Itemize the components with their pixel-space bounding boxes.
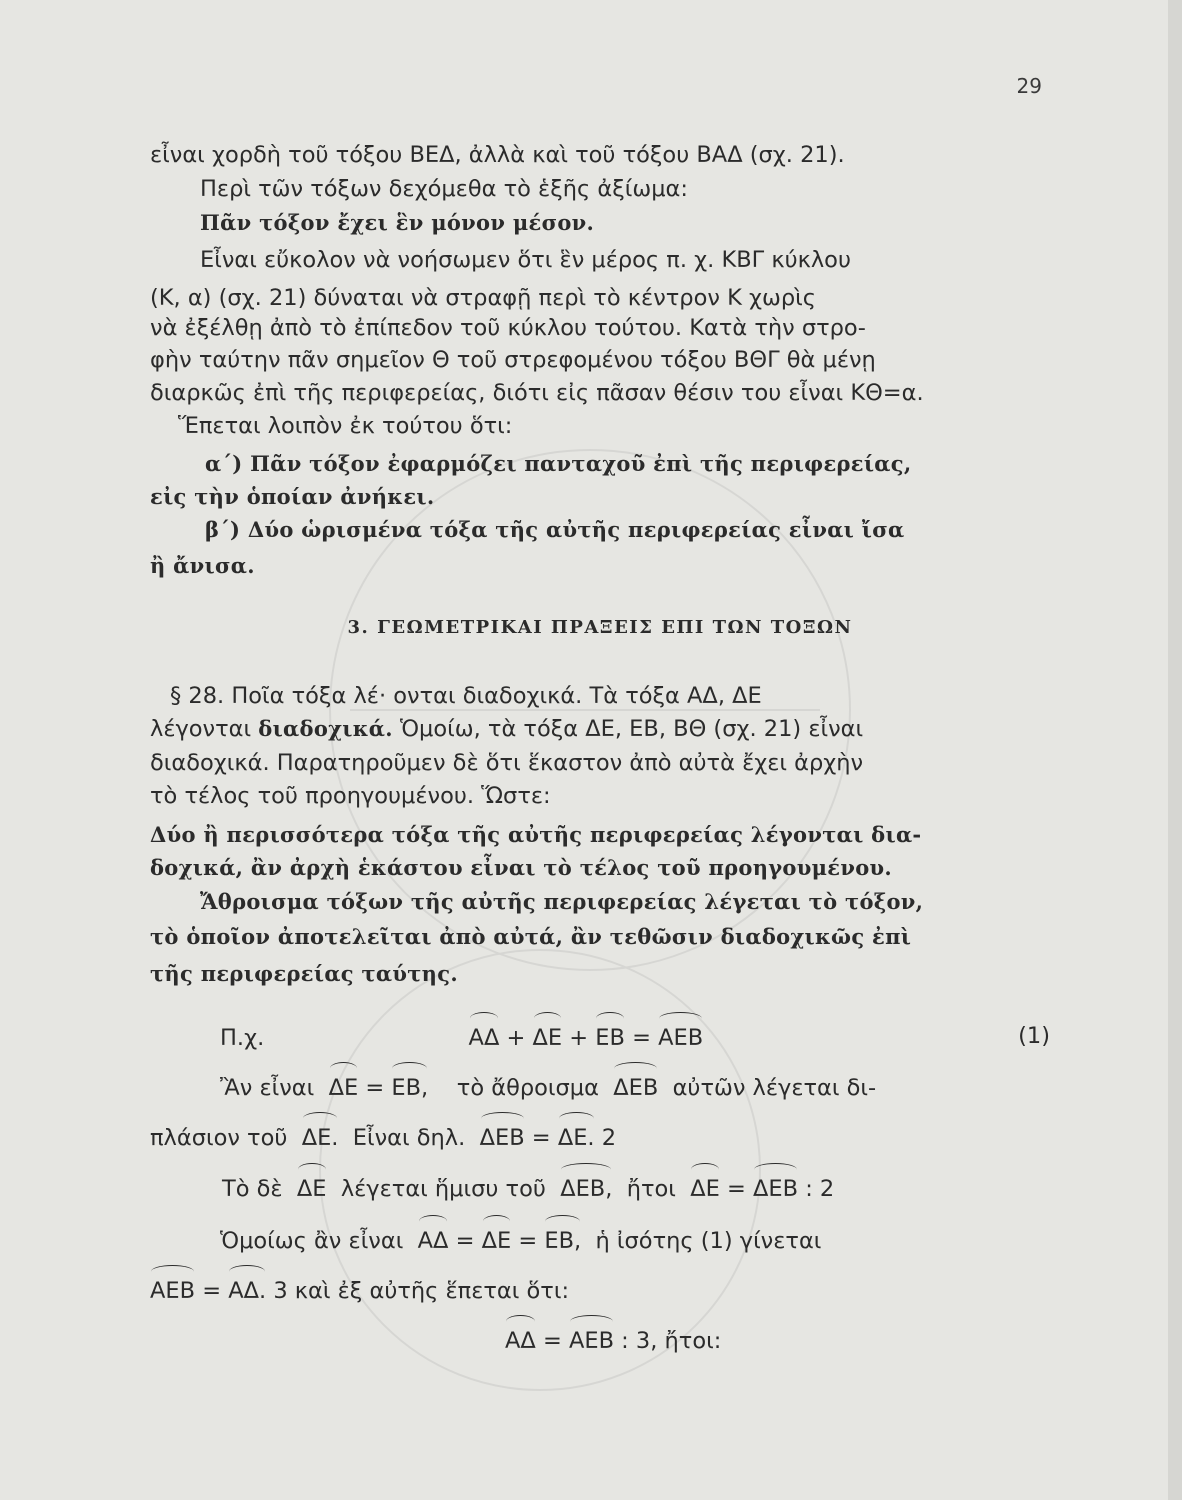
text-run: Ἂν εἶναι — [220, 1075, 315, 1101]
operator: = — [518, 1228, 538, 1254]
operator: = — [531, 1125, 551, 1151]
property-a-cont: εἰς τὴν ὁποίαν ἀνήκει. — [150, 484, 435, 509]
text-line: διαρκῶς ἐπὶ τῆς περιφερείας, διότι εἰς πᾶσαν θέσιν του εἶναι ΚΘ=α. — [150, 380, 924, 406]
operator: + — [506, 1025, 526, 1051]
text-line: διαδοχικά. Παρατηροῦμεν δὲ ὅτι ἕκαστον ἀπὸ αὐτὰ ἔχει ἀρχὴν — [150, 750, 864, 776]
text-line: νὰ ἐξέλθῃ ἀπὸ τὸ ἐπίπεδον τοῦ κύκλου τούτου. Κατὰ τὴν στρο- — [150, 315, 866, 341]
text-line: (Κ, α) (σχ. 21) δύναται νὰ στραφῇ περὶ τὸ κέντρον Κ χωρὶς — [150, 285, 816, 311]
text-line — [150, 714, 1050, 744]
arc-symbol: ΑΕΒ — [658, 1021, 703, 1053]
arc-symbol: ΔΕΒ — [753, 1172, 798, 1204]
definition-sum: τῆς περιφερείας ταύτης. — [150, 961, 458, 986]
property-b-cont: ἢ ἄνισα. — [150, 553, 255, 578]
text-run: αὐτῶν λέγεται δι- — [672, 1075, 877, 1101]
definition-sum: τὸ ὁποῖον ἀποτελεῖται ἀπὸ αὐτά, ἂν τεθῶσιν διαδοχικῶς ἐπὶ — [150, 924, 912, 949]
text-line — [220, 1224, 1120, 1256]
text-run: Εἶναι δηλ. — [352, 1125, 466, 1151]
text-run: Ὁμοίω, τὰ τόξα ΔΕ, ΕΒ, ΒΘ (σχ. 21) εἶναι — [399, 716, 864, 742]
text-run: Τὸ δὲ — [222, 1176, 283, 1202]
arc-symbol: ΑΔ — [418, 1224, 449, 1256]
text-line — [150, 1121, 1050, 1153]
text-line: Περὶ τῶν τόξων δεχόμεθα τὸ ἑξῆς ἀξίωμα: — [200, 176, 688, 202]
definition-sum: Ἄθροισμα τόξων τῆς αὐτῆς περιφερείας λέγεται τὸ τόξον, — [200, 889, 924, 914]
text-line: Ἕπεται λοιπὸν ἐκ τούτου ὅτι: — [178, 413, 513, 439]
example-equation — [220, 1021, 1050, 1053]
operator: + — [569, 1025, 589, 1051]
page-number: 29 — [1016, 74, 1042, 98]
text-run: Ὁμοίως ἂν εἶναι — [220, 1228, 404, 1254]
arc-symbol: ΔΕ — [482, 1224, 512, 1256]
operator: = — [365, 1075, 385, 1101]
arc-symbol: ΕΒ, — [391, 1071, 428, 1103]
arc-symbol: ΑΔ — [469, 1021, 500, 1053]
arc-symbol: ΔΕ — [690, 1172, 720, 1204]
arc-symbol: ΑΔ. — [228, 1274, 266, 1306]
text-line — [220, 1071, 1120, 1103]
text-run: λέγεται ἥμισυ τοῦ — [340, 1176, 546, 1202]
text-run: πλάσιον τοῦ — [150, 1125, 288, 1151]
definition: δοχικά, ἂν ἀρχὴ ἑκάστου εἶναι τὸ τέλος τοῦ προηγουμένου. — [150, 855, 893, 880]
text-run: ἡ ἰσότης (1) γίνεται — [595, 1228, 822, 1254]
text-run: ἤτοι — [626, 1176, 676, 1202]
arc-symbol: ΔΕ — [297, 1172, 327, 1204]
arc-symbol: ΑΕΒ — [569, 1324, 614, 1356]
property-b: β΄) Δύο ὡρισμένα τόξα τῆς αὐτῆς περιφερείας εἶναι ἴσα — [205, 517, 905, 542]
arc-symbol: ΕΒ, — [544, 1224, 581, 1256]
definition: Δύο ἢ περισσότερα τόξα τῆς αὐτῆς περιφερείας λέγονται δια- — [150, 822, 922, 847]
text-line: φὴν ταύτην πᾶν σημεῖον Θ τοῦ στρεφομένου τόξου ΒΘΓ θὰ μένῃ — [150, 347, 876, 373]
arc-symbol: ΔΕ — [329, 1071, 359, 1103]
equation-number: (1) — [1018, 1023, 1050, 1049]
text-line: τὸ τέλος τοῦ προηγουμένου. Ὥστε: — [150, 783, 551, 809]
text-line: Εἶναι εὔκολον νὰ νοήσωμεν ὅτι ἓν μέρος π. χ. ΚΒΓ κύκλου — [200, 247, 851, 273]
text-line — [222, 1172, 1122, 1204]
page-edge — [1168, 0, 1182, 1500]
arc-symbol: ΑΕΒ — [150, 1274, 195, 1306]
operator: = — [726, 1176, 746, 1202]
arc-symbol: ΔΕΒ, — [560, 1172, 612, 1204]
arc-symbol: ΔΕ. — [302, 1121, 339, 1153]
term-bold: διαδοχικά. — [258, 716, 393, 741]
text-run: : 3, ἤτοι: — [621, 1328, 722, 1354]
text-line: εἶναι χορδὴ τοῦ τόξου ΒΕΔ, ἀλλὰ καὶ τοῦ τόξου ΒΑΔ (σχ. 21). — [150, 142, 845, 168]
section-heading: 3. ΓΕΩΜΕΤΡΙΚΑΙ ΠΡΑΞΕΙΣ ΕΠΙ ΤΩΝ ΤΟΞΩΝ — [347, 617, 853, 638]
operator: = — [542, 1328, 562, 1354]
arc-symbol: ΔΕΒ — [613, 1071, 658, 1103]
text-line — [150, 1274, 1050, 1306]
operator: = — [455, 1228, 475, 1254]
operator: = — [202, 1278, 222, 1304]
axiom: Πᾶν τόξον ἔχει ἓν μόνον μέσον. — [200, 210, 595, 235]
arc-symbol: ΕΒ — [595, 1021, 625, 1053]
arc-symbol: ΔΕ — [533, 1021, 563, 1053]
text-line: § 28. Ποῖα τόξα λέ· ονται διαδοχικά. Τὰ τόξα ΑΔ, ΔΕ — [170, 683, 762, 709]
text-run: λέγονται — [150, 716, 252, 742]
text-run: 2 — [601, 1125, 617, 1151]
text-run: : 2 — [805, 1176, 835, 1202]
arc-symbol: ΑΔ — [505, 1324, 536, 1356]
property-a: α΄) Πᾶν τόξον ἐφαρμόζει πανταχοῦ ἐπὶ τῆς περιφερείας, — [205, 451, 912, 476]
text-line — [505, 1324, 1050, 1356]
arc-symbol: ΔΕ. — [558, 1121, 595, 1153]
text-run: τὸ ἄθροισμα — [456, 1075, 599, 1101]
text-run: Π.χ. — [220, 1025, 265, 1051]
text-run: 3 καὶ ἐξ αὐτῆς ἕπεται ὅτι: — [273, 1278, 570, 1304]
arc-symbol: ΔΕΒ — [480, 1121, 525, 1153]
operator: = — [632, 1025, 651, 1051]
